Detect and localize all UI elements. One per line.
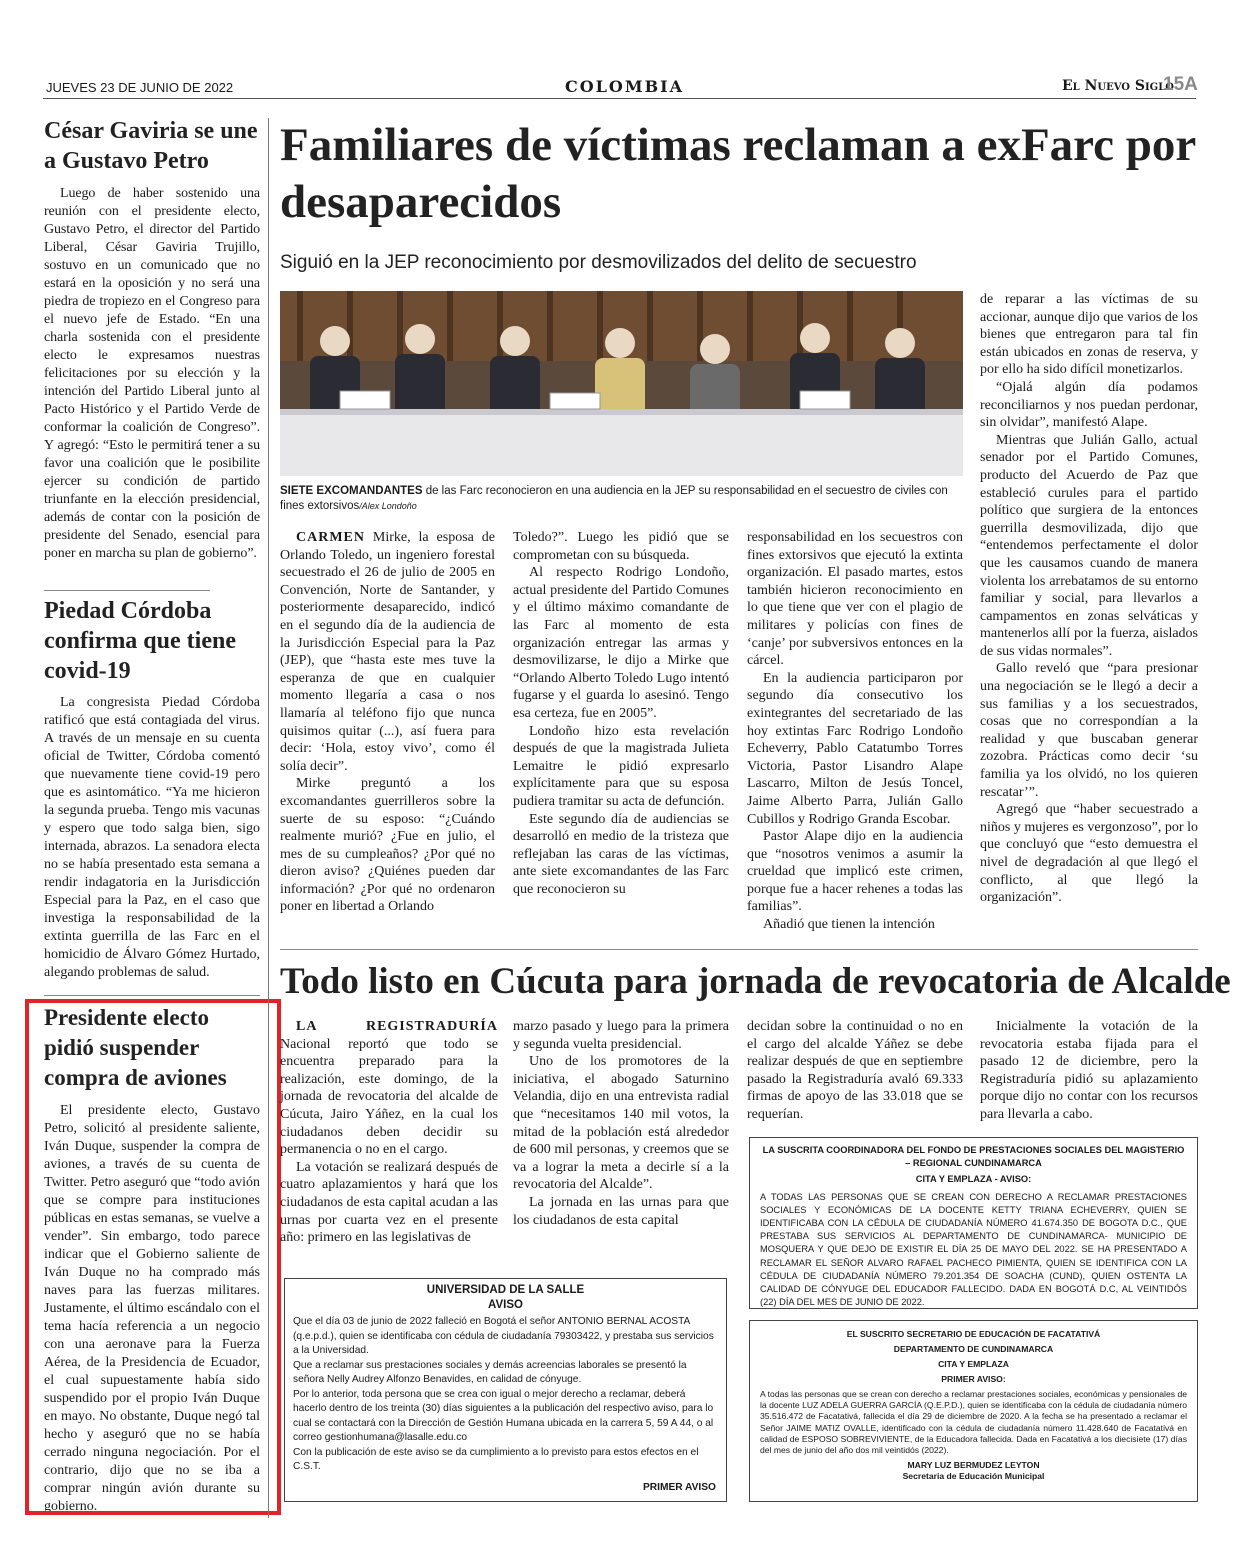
notice-footer: PRIMER AVISO [642, 1481, 716, 1493]
paragraph: Inicialmente la votación de la revocatoria estaba fijada para el pasado 12 de diciembre, pero la Registraduría pidió su aplazamiento porque dijo no contar con los recursos para llevarla a cabo. [980, 1019, 1198, 1122]
paragraph: Mirke, la esposa de Orlando Toledo, un ingeniero forestal secuestrado el 26 de julio de 2005 en Convención, Norte de Santander, y posteriormente desaparecido, indicó en el segundo día de la audiencia de la Jurisdicción Especial para la Paz (JEP), que “hasta este mes tuve la esperanza de que en cualquier momento llegaría a casa o nos llamaría al teléfono fijo que nunca quisimos quitar (...), así fuera para decir: ‘Hola, estoy vivo’, como él solía decir”. [280, 530, 495, 774]
notice-la-salle [284, 1278, 727, 1502]
notice-subtype: PRIMER AVISO: [941, 1374, 1006, 1384]
paragraph: En la audiencia participaron por segundo día consecutivo los exintegrantes del secretariado de las hoy extintas Farc Rodrigo Londoño Echeverry, Pablo Catatumbo Torres Victoria, Pastor Lisandro Alape Lascarro, Milton de Jesús Toncel, Jaime Alberto Parra, Julián Gallo Cubillos y Rodrigo Granda Escobar. [747, 670, 963, 827]
column-divider [44, 995, 260, 996]
paragraph: Gallo reveló que “para presionar una negociación se le llegó a decir a sus familias y a los secuestrados, cosas que no correspondían a la realidad y que buscaban generar zozobra. Prácticas como decir ‘su familia ya los olvidó, no los quieren rescatar’”. [980, 661, 1198, 800]
main-column-1 [280, 529, 495, 916]
column-divider [44, 590, 210, 591]
second-column-4 [980, 1018, 1198, 1124]
story-divider [280, 949, 1198, 950]
paragraph: Mirke preguntó a los excomandantes guerrilleros sobre la suerte de su esposo: “¿Cuándo realmente murió? ¿Fue en julio, el mes de su cumpleaños? ¿Por qué no dieron aviso? ¿Quiénes pueden dar información? ¿Por qué no ordenaron poner en libertad a Orlando [280, 776, 495, 915]
paragraph: Mientras que Julián Gallo, actual senador por el Partido Comunes, producto del Acuerdo de Paz que estableció curules para el partido político que surgiera de la entonces guerrilla desmovilizada, dijo que “entendemos perfectamente el dolor que les causamos cuando de manera violenta los arrebatamos de su entorno familiar y social, para llevarlos a campamentos en zonas selváticas y mantenerlos allí por la fuerza, aislados de sus vidas normales”. [980, 432, 1198, 659]
notice-body: A todas las personas que se crean con derecho a reclamar prestaciones sociales, económicas y pensionales de la docente LUZ ADELA GUERRA GARCÍA (Q.E.P.D.), quien se identificaba con la cédula de ciudadanía número 35.516.472 de Facatativá, fallecida el día 29 de diciembre de 2020. A la fecha se ha presentado a reclamar el Señor JAIME MATIZ OVALLE, identificado con la cédula de ciudadanía número 11.428.640 de Facatativá en calidad de ESPOSO SOBREVIVIENTE, de la Educadora fallecida. Dada en Facatativá a los diecisiete (17) días del mes de junio del año dos mil veintidós (2022). [760, 1389, 1187, 1456]
second-column-2 [513, 1018, 729, 1229]
notice-facatativa [749, 1320, 1198, 1502]
caption-text: de las Farc reconocieron en una audiencia en la JEP su responsabilidad en el secuestro de civiles con fines extorsivos [280, 485, 948, 512]
notice-magisterio [749, 1137, 1198, 1309]
notice-paragraph: Con la publicación de este aviso se da cumplimiento a lo previsto para estos efectos en el C.S.T. [293, 1446, 699, 1472]
paragraph: La jornada en las urnas para que los ciudadanos de esta capital [513, 1194, 729, 1228]
photo-credit: /Alex Londoño [359, 501, 417, 511]
notice-paragraph: Por lo anterior, toda persona que se crea con igual o mejor derecho a reclamar, deberá hacerlo dentro de los treinta (30) días siguientes a la publicación del respectivo aviso, para lo cual se contactará con la Dirección de Gestión Humana ubicada en la carrera 5, 59 A 44, o al correo gestionhumana@lasalle.edu.co [293, 1388, 714, 1443]
story-title: César Gaviria se une a Gustavo Petro [44, 118, 258, 174]
paragraph: Londoño hizo esta revelación después de que la magistrada Julieta Lemaitre le pidió expresarlo explícitamente para que su esposa pudiera tramitar su acta de defunción. [513, 723, 729, 809]
paragraph: Uno de los promotores de la iniciativa, el abogado Saturnino Velandia, dijo en una entrevista radial que “necesitamos 140 mil votos, la mitad de la población está alrededor de 600 mil personas, y creemos que se va a lograr la meta a decirle sí a la revocatoria del Alcalde”. [513, 1054, 729, 1193]
highlight-box [25, 999, 281, 1515]
paragraph: “Ojalá algún día podamos reconciliarnos y nos puedan perdonar, sin olvidar”, manifestó Alape. [980, 379, 1198, 431]
main-column-4 [980, 291, 1198, 907]
second-column-1 [280, 1018, 498, 1247]
main-column-2 [513, 529, 729, 898]
paragraph: La votación se realizará después de cuatro aplazamientos y hará que los ciudadanos de esta capital acudan a las urnas por cuarta vez en el presente año: primero en las legislativas de [280, 1159, 498, 1246]
notice-org: LA SUSCRITA COORDINADORA DEL FONDO DE PRESTACIONES SOCIALES DEL MAGISTERIO – REGIONAL CUNDINAMARCA [762, 1145, 1185, 1169]
second-headline: Todo listo en Cúcuta para jornada de revocatoria de Alcalde [280, 961, 1231, 1002]
story-body: Luego de haber sostenido una reunión con el presidente electo, Gustavo Petro, el director del Partido Liberal, César Gaviria Trujillo, sostuvo en un comunicado que no estará en la oposición y no será una piedra de tropiezo en el Congreso para el nuevo jefe de Estado. “En una charla sostenida con el presidente electo le expresamos nuestras felicitaciones por su elección y la intención del Partido Liberal junto al Pacto Histórico y el Partido Verde de conformar la coalición de Congreso”. Y agregó: “Esto le permitirá tener a su favor una coalición que le posibilite ejercer su condición de partido triunfante en la elección presidencial, además de contar con la posición de presidente del Senado, esencial para poner en marcha su plan de gobierno”. [44, 186, 260, 561]
notice-org: EL SUSCRITO SECRETARIO DE EDUCACIÓN DE FACATATIVÁ [846, 1329, 1101, 1339]
paragraph: marzo pasado y luego para la primera y segunda vuelta presidencial. [513, 1019, 729, 1052]
notice-body: A TODAS LAS PERSONAS QUE SE CREAN CON DERECHO A RECLAMAR PRESTACIONES SOCIALES Y ECONÓMICAS DE LA DOCENTE KETTY TRIANA ECHEVERRY, QUIEN SE IDENTIFICABA CON LA CÉDULA DE CIUDADANÍA NÚMERO 41.674.350 DE BOGOTA D.C., QUE PRESTABA SUS SERVICIOS AL DEPARTAMENTO DE CUNDINAMARCA- MUNICIPIO DE MOSQUERA Y QUE DEJO DE EXISTIR EL DÍA 25 DE MAYO DEL 2022. SE HA PRESENTADO A RECLAMAR EL SEÑOR ALVARO RAFAEL PACHECO PIMIENTA, QUIEN SE IDENTIFICA CON LA CÉDULA DE CIUDADANÍA NÚMERO 79.201.354 DE SOACHA (CUND), QUIEN OSTENTA LA CALIDAD DE CÓNYUGE DEL EDUCADOR FALLECIDO. DADA EN BOGOTÁ D.C, AL VEINTIDÓS (22) DÍA DEL MES DE JUNIO DE 2022. [760, 1191, 1187, 1308]
notice-type: AVISO [488, 1298, 523, 1311]
notice-type: CITA Y EMPLAZA - AVISO: [915, 1174, 1032, 1185]
main-subheadline: Siguió en la JEP reconocimiento por desmovilizados del delito de secuestro [280, 252, 917, 273]
column-rule [268, 118, 269, 1518]
caption-lead: SIETE EXCOMANDANTES [280, 485, 423, 497]
photo-caption [280, 484, 963, 514]
paragraph: Agregó que “haber secuestrado a niños y mujeres es vergonzoso”, por lo que concluyó que “esto demuestra el nivel de degradación al que llegó el conflicto, al que llegó la organización”. [980, 802, 1198, 906]
newspaper-name: El Nuevo Siglo [1062, 78, 1174, 94]
story-body: La congresista Piedad Córdoba ratificó que está contagiada del virus. A través de un mensaje en su cuenta oficial de Twitter, Córdoba comentó que nuevamente tiene covid-19 pero que es asintomático. “Ya me hicieron la segunda prueba. Tengo mis vacunas y espero que todo salga bien, sigo internada, abrazos. La senadora electa no se había presentado esta semana a rendir indagatoria en la Jurisdicción Especial para la Paz, en el caso que investiga la responsabilidad de la extinta guerrilla de las Farc en el homicidio de Álvaro Gómez Hurtado, alegando problemas de salud. [44, 695, 260, 980]
left-story-gaviria [44, 116, 260, 563]
paragraph: Toledo?”. Luego les pidió que se comprometan con su búsqueda. [513, 530, 729, 563]
left-story-cordoba [44, 596, 260, 982]
hearing-photo [280, 291, 963, 476]
notice-signer: MARY LUZ BERMUDEZ LEYTON [907, 1460, 1040, 1471]
paragraph: Al respecto Rodrigo Londoño, actual presidente del Partido Comunes y el último máximo comandante de las Farc al momento de esta organización entregar las armas y desmovilizarse, le dijo a Mirke que “Orlando Alberto Toledo Lugo intentó fugarse y el guarda lo asesinó. Tengo esa certeza, fue en 2005”. [513, 565, 729, 721]
notice-signer-title: Secretaria de Educación Municipal [902, 1471, 1045, 1482]
second-column-3 [747, 1018, 963, 1124]
notice-org: UNIVERSIDAD DE LA SALLE [426, 1284, 585, 1296]
notice-type: CITA Y EMPLAZA [938, 1359, 1009, 1369]
header-rule [43, 98, 1196, 99]
lead-word: LA REGISTRADURÍA [296, 1019, 498, 1034]
paragraph: decidan sobre la continuidad o no en el cargo del alcalde Yáñez se debe realizar después de que en septiembre pasado la Registraduría avaló 69.333 firmas de apoyo de las 33.018 que se requerían. [747, 1019, 963, 1122]
main-column-3 [747, 529, 963, 934]
paragraph: responsabilidad en los secuestros con fines extorsivos que ejecutó la extinta organización. El pasado martes, estos también hicieron reconocimiento en lo que tiene que ver con el plagio de militares y policías con fines de ‘canje’ por subversivos entonces en la cárcel. [747, 530, 963, 669]
story-title: Presidente electo pidió suspender compra de aviones [44, 1005, 227, 1090]
paragraph: Este segundo día de audiencias se desarrolló en medio de la tristeza que reflejaban las caras de las víctimas, ante siete excomandantes de las Farc que reconocieron su [513, 811, 729, 897]
notice-dept: DEPARTAMENTO DE CUNDINAMARCA [893, 1344, 1054, 1354]
hearing-photo-image [280, 291, 963, 476]
story-body: El presidente electo, Gustavo Petro, solicitó al presidente saliente, Iván Duque, suspender la compra de aviones, a través de su cuenta de Twitter. Petro aseguró que “todo avión que se compre para instituciones públicas en estas semanas, se vuelve a vender”. Sin embargo, todo parece indicar que el Gobierno saliente de Iván Duque no ha comprado más naves para las fuerzas militares. Justamente, el último escándalo con el tema hacía referencia a un negocio con una aeronave para la Fuerza Aérea, de la Presidencia de Ecuador, el cual supuestamente había sido suspendido por el propio Iván Duque en mayo. No obstante, Duque negó tal hecho y aseguró que no se había cerrado ninguna negociación. Por el contrario, dijo que no se iba a comprar ningún avión durante su gobierno. [44, 1103, 260, 1514]
notice-paragraph: Que a reclamar sus prestaciones sociales y demás acreencias laborales se presentó la señora Nelly Audrey Alfonzo Benavides, en calidad de cónyuge. [293, 1359, 687, 1385]
story-title: Piedad Córdoba confirma que tiene covid-19 [44, 598, 236, 684]
paragraph: Nacional reportó que todo se encuentra preparado para la realización, este domingo, de la jornada de revocatoria del alcalde de Cúcuta, Jairo Yáñez, en la cual los ciudadanos deben decidir su permanencia o no en el cargo. [280, 1036, 498, 1158]
page-number: 15A [1163, 74, 1198, 95]
lead-word: CARMEN [296, 530, 365, 545]
section-title: COLOMBIA [565, 77, 684, 96]
paragraph: de reparar a las víctimas de su accionar, aunque dijo que varios de los bienes que entregaron para tal fin están ubicados en zonas de reserva, y por ello ha sido difícil monetizarlos. [980, 292, 1198, 378]
notice-paragraph: Que el día 03 de junio de 2022 falleció en Bogotá el señor ANTONIO BERNAL ACOSTA (q.e.p.d.), quien se identificaba con cédula de ciudadanía 79303422, y prestaba sus servicios a la Universidad. [293, 1316, 714, 1356]
paragraph: Añadió que tienen la intención [763, 917, 935, 933]
issue-date: JUEVES 23 DE JUNIO DE 2022 [46, 80, 234, 95]
main-headline: Familiares de víctimas reclaman a exFarc por desaparecidos [280, 119, 1196, 228]
paragraph: Pastor Alape dijo en la audiencia que “nosotros venimos a asumir la crueldad que implicó este crimen, porque fue a hacer rehenes a todas las familias”. [747, 829, 963, 915]
